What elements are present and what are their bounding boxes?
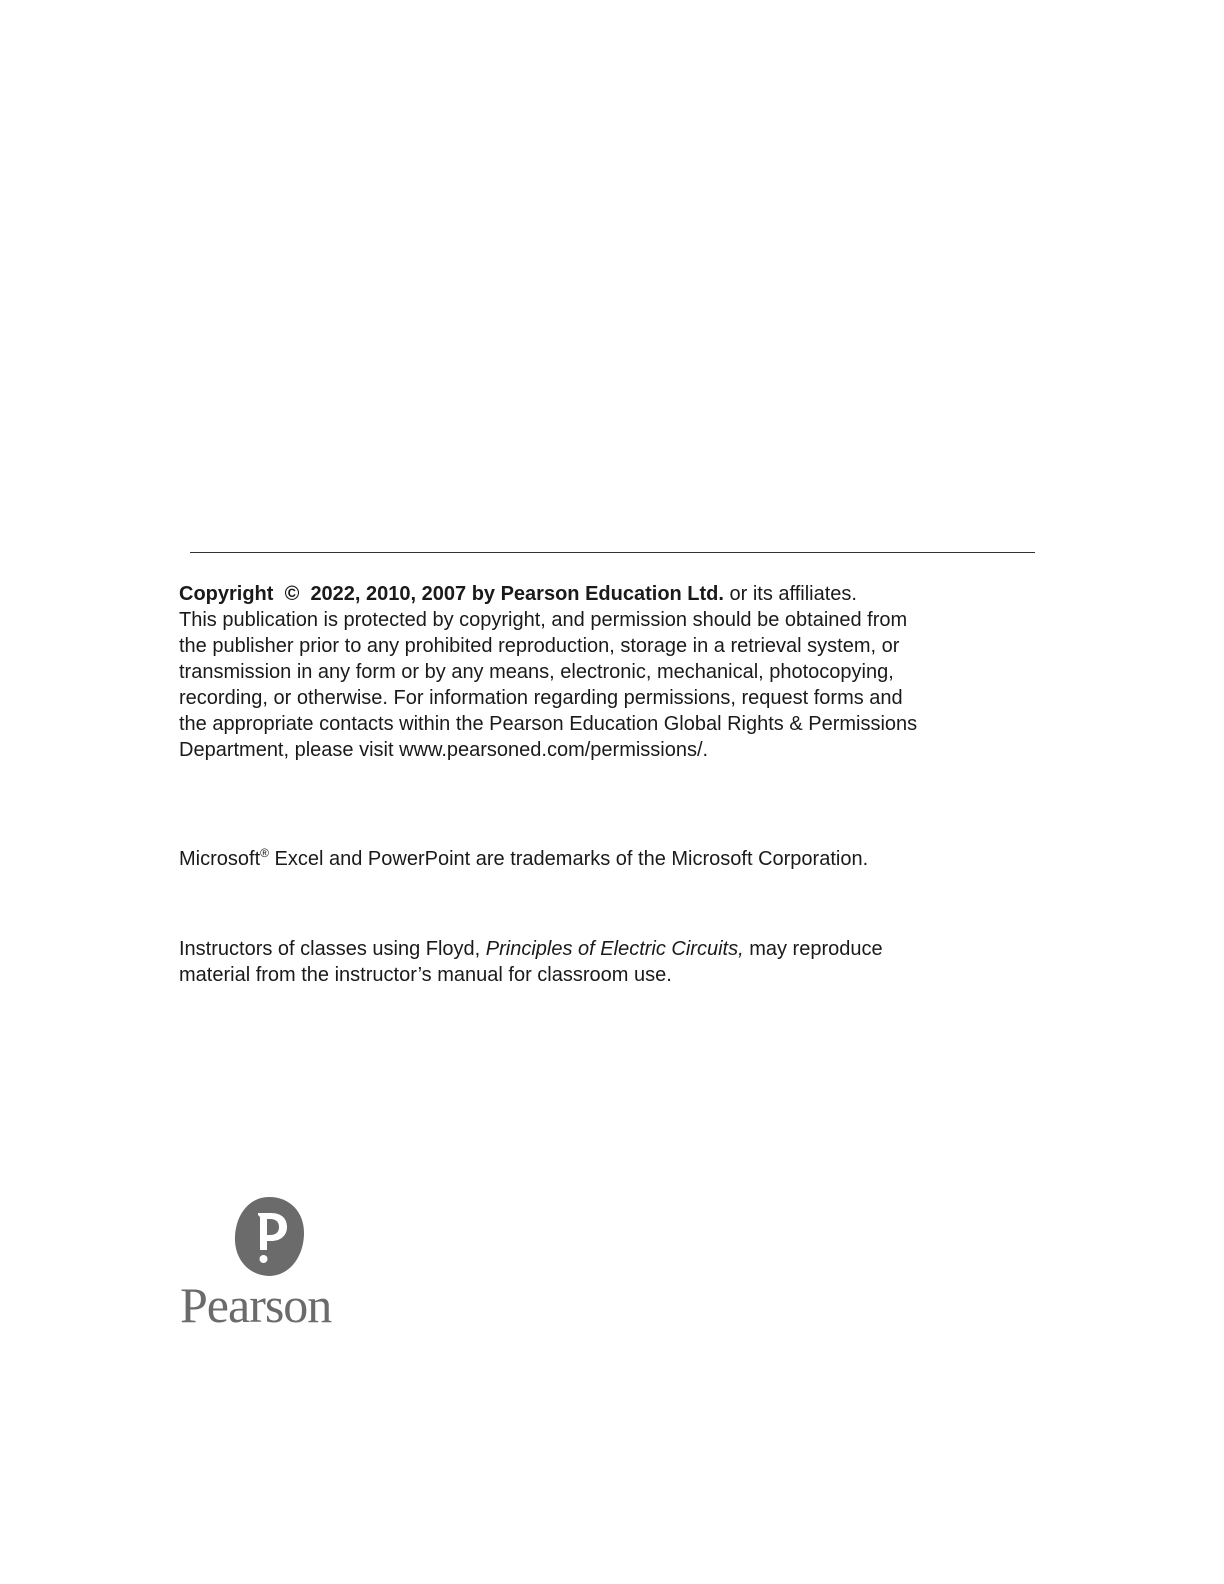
copyright-first-line xyxy=(179,581,917,607)
instructors-line-1-start: Instructors of classes using Floyd, xyxy=(179,938,486,960)
copyright-body-line: transmission in any form or by any means, electronic, mechanical, photocopying, xyxy=(179,661,894,683)
registered-mark: ® xyxy=(260,846,269,860)
trademark-brand: Microsoft xyxy=(179,848,261,870)
trademark-line xyxy=(179,846,868,872)
copyright-label: Copyright xyxy=(179,583,274,605)
instructors-line-1 xyxy=(179,936,883,962)
copyright-suffix: or its affiliates. xyxy=(723,583,857,605)
pearson-logo xyxy=(180,1195,360,1335)
top-divider-rule xyxy=(190,552,1035,553)
copyright-body-line: recording, or otherwise. For information regarding permissions, request forms and xyxy=(179,687,903,709)
pearson-wordmark: Pearson xyxy=(180,1277,332,1333)
copyright-body-line: This publication is protected by copyright, and permission should be obtained from xyxy=(179,609,908,631)
instructors-line-1-end: may reproduce xyxy=(743,938,883,960)
copyright-years-holder: 2022, 2010, 2007 by Pearson Education Ltd. xyxy=(310,583,724,605)
instructors-notice xyxy=(179,936,883,988)
copyright-notice xyxy=(179,581,917,763)
book-title: Principles of Electric Circuits, xyxy=(485,938,744,960)
trademark-notice xyxy=(179,846,868,872)
instructors-line-2: material from the instructor’s manual for classroom use. xyxy=(179,964,672,986)
copyright-body-line: the publisher prior to any prohibited reproduction, storage in a retrieval system, or xyxy=(179,635,900,657)
trademark-rest: Excel and PowerPoint are trademarks of the Microsoft Corporation. xyxy=(268,848,869,870)
copyright-symbol: © xyxy=(284,583,300,605)
copyright-body-line: Department, please visit www.pearsoned.com/permissions/. xyxy=(179,739,709,761)
copyright-body-line: the appropriate contacts within the Pearson Education Global Rights & Permissions xyxy=(179,713,918,735)
pearson-p-mark-icon xyxy=(233,1195,305,1277)
